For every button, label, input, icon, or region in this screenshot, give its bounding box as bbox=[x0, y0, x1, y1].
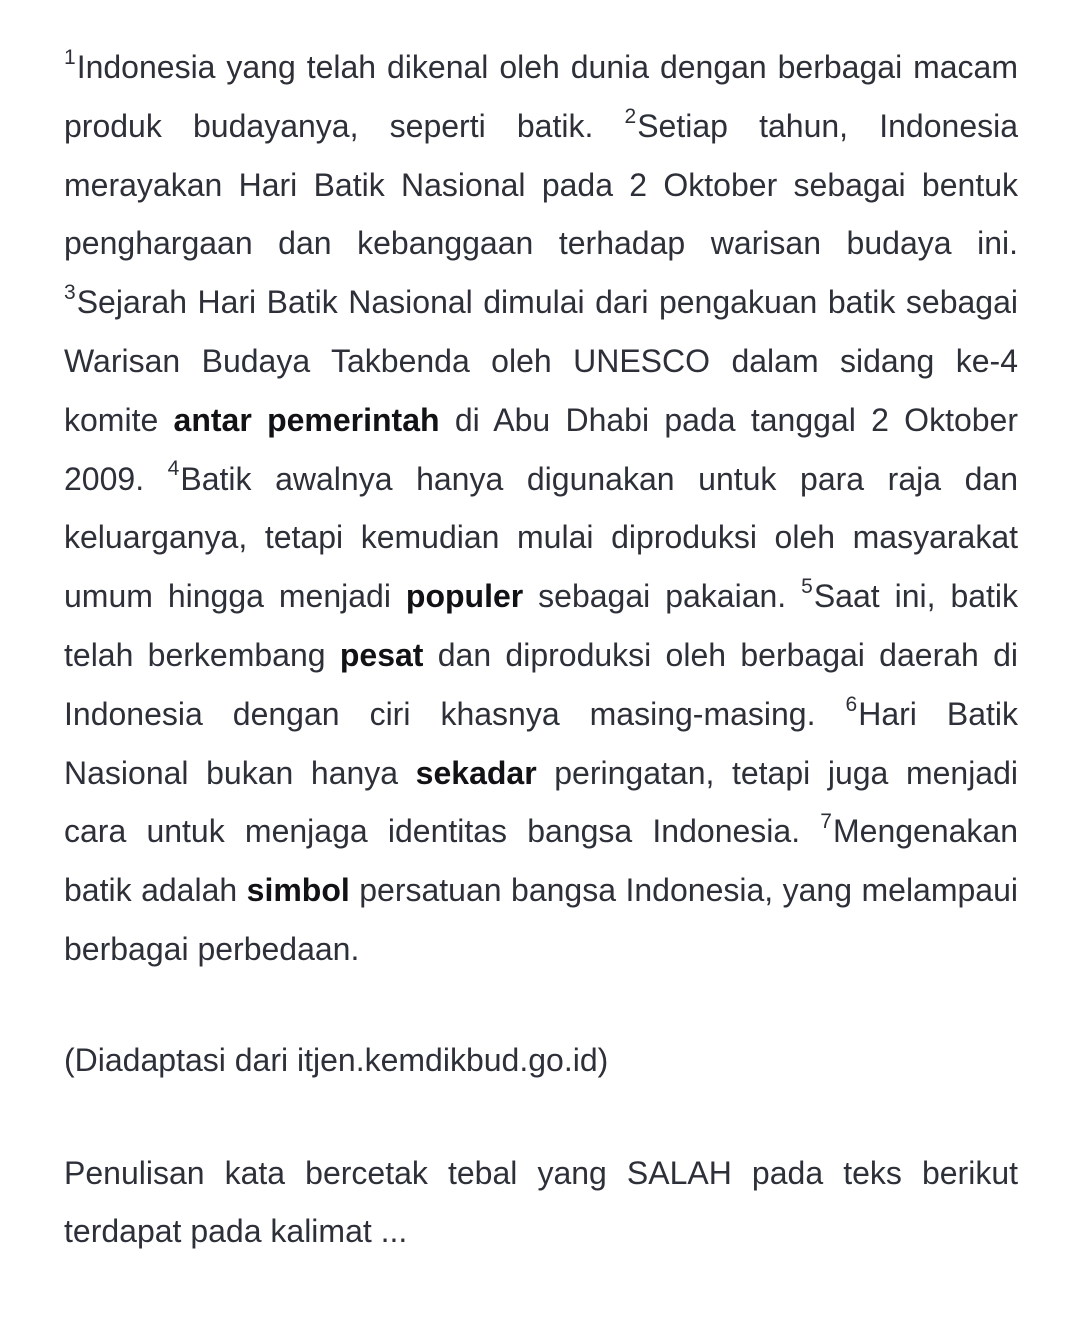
sentence-number: 3 bbox=[64, 280, 76, 304]
sentence-number: 1 bbox=[64, 45, 76, 69]
sentence-text-after: sebagai pakaian. bbox=[523, 578, 787, 615]
bold-word: simbol bbox=[246, 872, 350, 909]
sentence-number: 7 bbox=[820, 810, 832, 834]
sentence-text-after: di Abu Dhabi pada tanggal 2 Oktober 2009. bbox=[64, 401, 1018, 497]
sentence-text-after: dan diproduksi oleh berbagai daerah di Indonesia dengan ciri khasnya masing-masing. bbox=[64, 636, 1019, 732]
sentence-text-after: persatuan bangsa Indonesia, yang melampaui berbagai perbedaan. bbox=[64, 872, 1019, 967]
question-text: Penulisan kata bercetak tebal yang SALAH pada teks berikut terdapat pada kalimat ... bbox=[64, 1154, 1018, 1250]
sentence-text: Setiap tahun, Indonesia merayakan Hari Batik Nasional pada 2 Oktober sebagai bentuk penghargaan dan kebanggaan terhadap warisan budaya ini. bbox=[64, 107, 1019, 262]
sentence-text-before: Batik awalnya hanya digunakan untuk para raja dan keluarganya, tetapi kemudian mulai diproduksi oleh masyarakat umum hingga menjadi bbox=[64, 460, 1019, 615]
sentence-number: 4 bbox=[167, 457, 180, 481]
bold-word: pesat bbox=[339, 636, 424, 673]
sentence-text: Indonesia yang telah dikenal oleh dunia dengan berbagai macam produk budayanya, seperti batik. bbox=[64, 49, 1018, 144]
sentence-text-before: Mengenakan batik adalah bbox=[64, 813, 1019, 909]
sentence-text-before: Saat ini, batik telah berkembang bbox=[64, 578, 1019, 673]
sentence-text-before: Sejarah Hari Batik Nasional dimulai dari pengakuan batik sebagai Warisan Budaya Takbenda oleh UNESCO dalam sidang ke-4 komite bbox=[64, 284, 1018, 438]
bold-word: sekadar bbox=[415, 754, 537, 791]
bold-word: populer bbox=[405, 578, 524, 615]
sentence-number: 5 bbox=[801, 574, 813, 598]
sentence-number: 6 bbox=[845, 692, 858, 716]
reading-content bbox=[64, 38, 1018, 1261]
source-citation: (Diadaptasi dari itjen.kemdikbud.go.id) bbox=[64, 1041, 609, 1078]
sentence-number: 2 bbox=[624, 104, 637, 128]
bold-word: antar pemerintah bbox=[173, 401, 440, 438]
sentence-text-before: Hari Batik Nasional bukan hanya bbox=[64, 695, 1019, 791]
sentence-text-after: peringatan, tetapi juga menjadi cara untuk menjaga identitas bangsa Indonesia. bbox=[64, 754, 1018, 850]
passage-paragraph bbox=[64, 38, 1018, 979]
